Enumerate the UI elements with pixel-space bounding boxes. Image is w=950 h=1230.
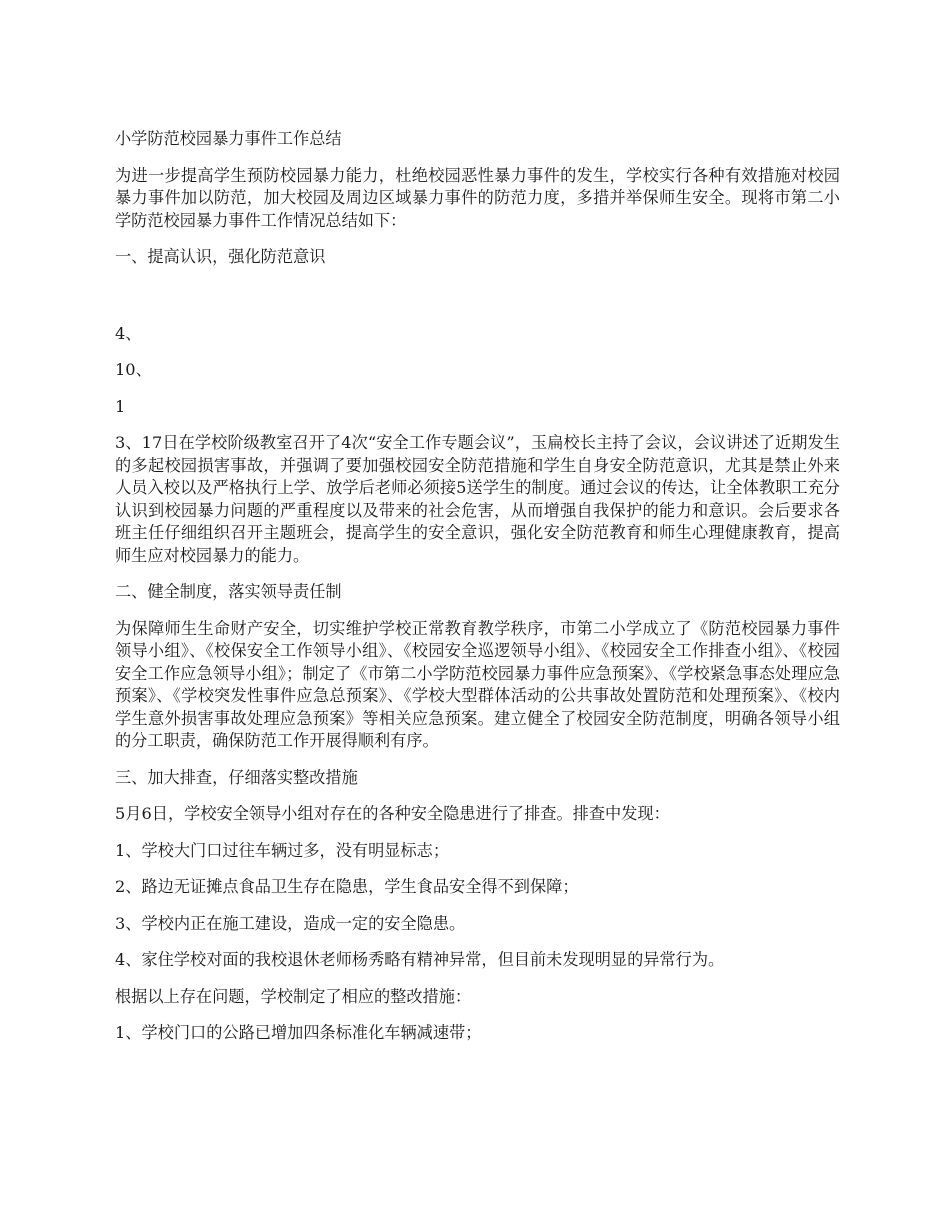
finding-item: 3、学校内正在施工建设，造成一定的安全隐患。 — [115, 913, 466, 933]
section-1-body: 3、17日在学校阶级教室召开了4次“安全工作专题会议”，玉扁校长主持了会议，会议讲述了近期发生的多起校园损害事故，并强调了要加强校园安全防范措施和学生自身安全防范意识，尤其是禁止外来人员入校以及严格执行上学、放学后老师必须接5送学生的制度。通过会议的传达，让全体教职工充分认识到校园暴力问题的严重程度以及带来的社会危害，从而增强自我保护的能力和意识。会后要求各班主任仔细组织召开主题班会，提高学生的安全意识，强化安全防范教育和师生心理健康教育，提高师生应对校园暴力的能力。 — [115, 433, 840, 565]
section-2-body: 为保障师生生命财产安全，切实维护学校正常教育教学秩序，市第二小学成立了《防范校园暴力事件领导小组》、《校保安全工作领导小组》、《校园安全巡逻领导小组》、《校园安全工作排查小组》、《校园安全工作应急领导小组》；制定了《市第二小学防范校园暴力事件应急预案》、《学校紧急事态处理应急预案》、《学校突发性事件应急总预案》、《学校大型群体活动的公共事故处置防范和处理预案》、《校内学生意外损害事故处理应急预案》等相关应急预案。建立健全了校园安全防范制度，明确各领导小组的分工职责，确保防范工作开展得顺利有序。 — [115, 618, 840, 750]
document-title: 小学防范校园暴力事件工作总结 — [115, 129, 342, 148]
section-3-intro: 5月6日，学校安全领导小组对存在的各种安全隐患进行了排查。排查中发现： — [115, 804, 670, 823]
intro-paragraph: 为进一步提高学生预防校园暴力能力，杜绝校园恶性暴力事件的发生，学校实行各种有效措施对校园暴力事件加以防范，加大校园及周边区域暴力事件的防范力度，多措并举保师生安全。现将市第二小学防范校园暴力事件工作情况总结如下： — [115, 165, 840, 230]
section-1-heading: 一、提高认识，强化防范意识 — [115, 247, 326, 266]
section-3-heading: 三、加大排查，仔细落实整改措施 — [115, 767, 358, 787]
list-fragment-1: 1 — [115, 396, 126, 416]
section-2-heading: 二、健全制度，落实领导责任制 — [115, 582, 342, 601]
list-fragment-10: 10、 — [115, 360, 152, 379]
blank-space — [115, 283, 840, 323]
finding-item: 1、学校大门口过往车辆过多，没有明显标志； — [115, 840, 450, 860]
measures-intro: 根据以上存在问题，学校制定了相应的整改措施： — [115, 986, 472, 1006]
finding-item: 4、家住学校对面的我校退休老师杨秀略有精神异常，但目前未发现明显的异常行为。 — [115, 950, 725, 969]
finding-item: 2、路边无证摊点食品卫生存在隐患，学生食品安全得不到保障； — [115, 877, 579, 896]
list-fragment-4: 4、 — [115, 323, 142, 343]
document-page — [115, 128, 840, 1059]
measure-item: 1、学校门口的公路已增加四条标准化车辆减速带； — [115, 1023, 482, 1042]
